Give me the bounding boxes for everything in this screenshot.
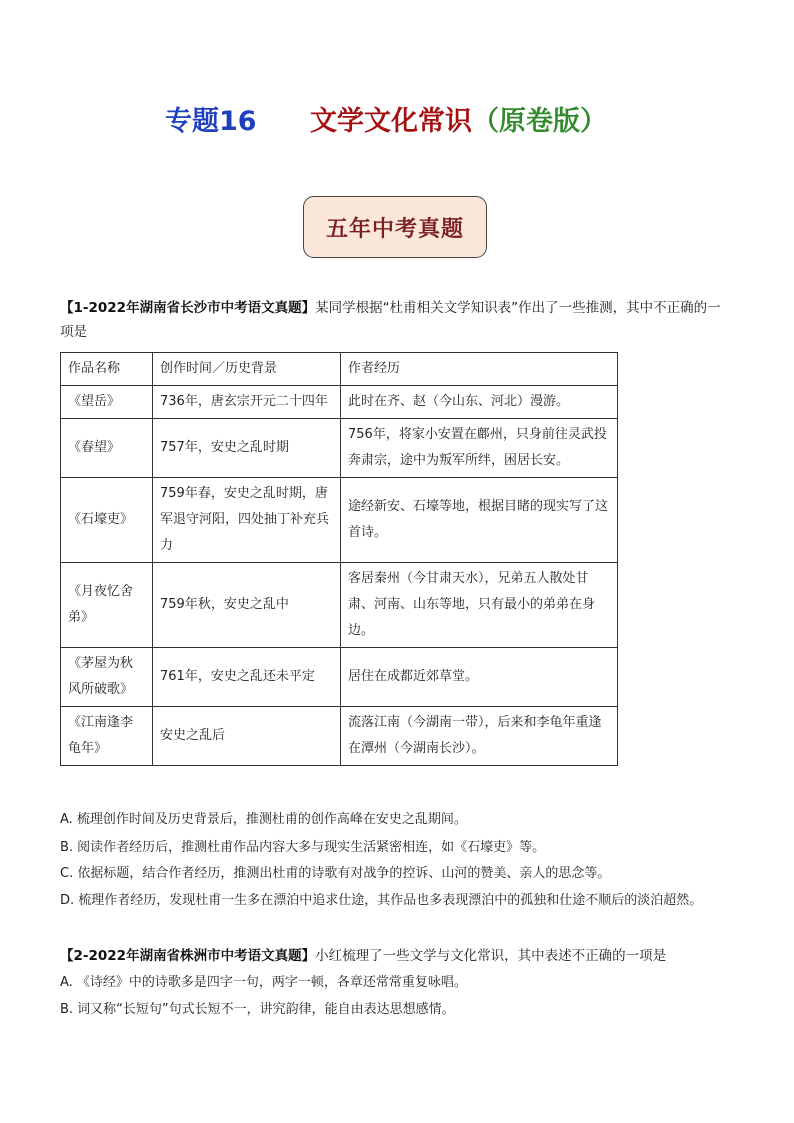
question-1-stem [60, 296, 730, 344]
table-header-cell: 作品名称 [61, 353, 153, 386]
table-cell-time: 759年秋，安史之乱中 [153, 563, 341, 648]
table-cell-work: 《石壕吏》 [61, 478, 153, 563]
table-cell-time: 757年，安史之乱时期 [153, 419, 341, 478]
question-1-text: 某同学根据“杜甫相关文学知识表”作出了一些推测，其中不正确的一项是 [60, 300, 721, 340]
table-header-cell: 创作时间／历史背景 [153, 353, 341, 386]
question-2-source: 【2-2022年湖南省株洲市中考语文真题】 [60, 948, 316, 964]
question-1-option-b: B. 阅读作者经历后，推测杜甫作品内容大多与现实生活紧密相连，如《石壕吏》等。 [60, 840, 546, 855]
table-cell-work: 《月夜忆舍弟》 [61, 563, 153, 648]
table-header-cell: 作者经历 [341, 353, 618, 386]
table-cell-time: 761年，安史之乱还未平定 [153, 648, 341, 707]
question-2-option-b: B. 词又称“长短句”句式长短不一，讲究韵律，能自由表达思想感情。 [60, 1002, 455, 1017]
table-cell-time: 759年春，安史之乱时期，唐军退守河阳，四处抽丁补充兵力 [153, 478, 341, 563]
document-title [0, 104, 794, 144]
question-1-source: 【1-2022年湖南省长沙市中考语文真题】 [60, 300, 316, 316]
table-cell-experience: 途经新安、石壕等地，根据目睹的现实写了这首诗。 [341, 478, 618, 563]
table-cell-experience: 756年，将家小安置在鄜州，只身前往灵武投奔肃宗，途中为叛军所绊，困居长安。 [341, 419, 618, 478]
table-cell-experience: 流落江南（今湖南一带），后来和李龟年重逢在潭州（今湖南长沙）。 [341, 707, 618, 766]
table-row [61, 419, 618, 478]
table-cell-time: 736年，唐玄宗开元二十四年 [153, 386, 341, 419]
question-2-text: 小红梳理了一些文学与文化常识，其中表述不正确的一项是 [315, 948, 667, 964]
dufu-knowledge-table [60, 352, 618, 766]
title-edition: （原卷版） [472, 106, 607, 137]
table-header-row [61, 353, 618, 386]
table-cell-experience: 此时在齐、赵（今山东、河北）漫游。 [341, 386, 618, 419]
question-1-option-c: C. 依据标题，结合作者经历，推测出杜甫的诗歌有对战争的控诉、山河的赞美、亲人的思念等。 [60, 866, 611, 881]
table-cell-work: 《茅屋为秋风所破歌》 [61, 648, 153, 707]
title-topic-name: 文学文化常识 [310, 106, 472, 137]
section-badge-label: 五年中考真题 [325, 215, 464, 242]
table-row [61, 563, 618, 648]
question-1-option-a: A. 梳理创作时间及历史背景后，推测杜甫的创作高峰在安史之乱期间。 [60, 812, 467, 827]
section-badge [303, 196, 487, 258]
table-cell-work: 《望岳》 [61, 386, 153, 419]
table-row [61, 478, 618, 563]
question-2-stem [60, 944, 730, 968]
table-cell-time: 安史之乱后 [153, 707, 341, 766]
table-cell-experience: 居住在成都近郊草堂。 [341, 648, 618, 707]
question-2-option-a: A. 《诗经》中的诗歌多是四字一句，两字一顿，各章还常常重复咏唱。 [60, 975, 467, 990]
table-cell-work: 《江南逢李龟年》 [61, 707, 153, 766]
title-topic-number: 专题16 [165, 106, 257, 137]
table-cell-work: 《春望》 [61, 419, 153, 478]
table-row [61, 648, 618, 707]
question-1-option-d: D. 梳理作者经历，发现杜甫一生多在漂泊中追求仕途，其作品也多表现漂泊中的孤独和仕途不顺后的淡泊超然。 [60, 893, 703, 908]
table-row [61, 386, 618, 419]
table-cell-experience: 客居秦州（今甘肃天水），兄弟五人散处甘肃、河南、山东等地，只有最小的弟弟在身边。 [341, 563, 618, 648]
table-row [61, 707, 618, 766]
